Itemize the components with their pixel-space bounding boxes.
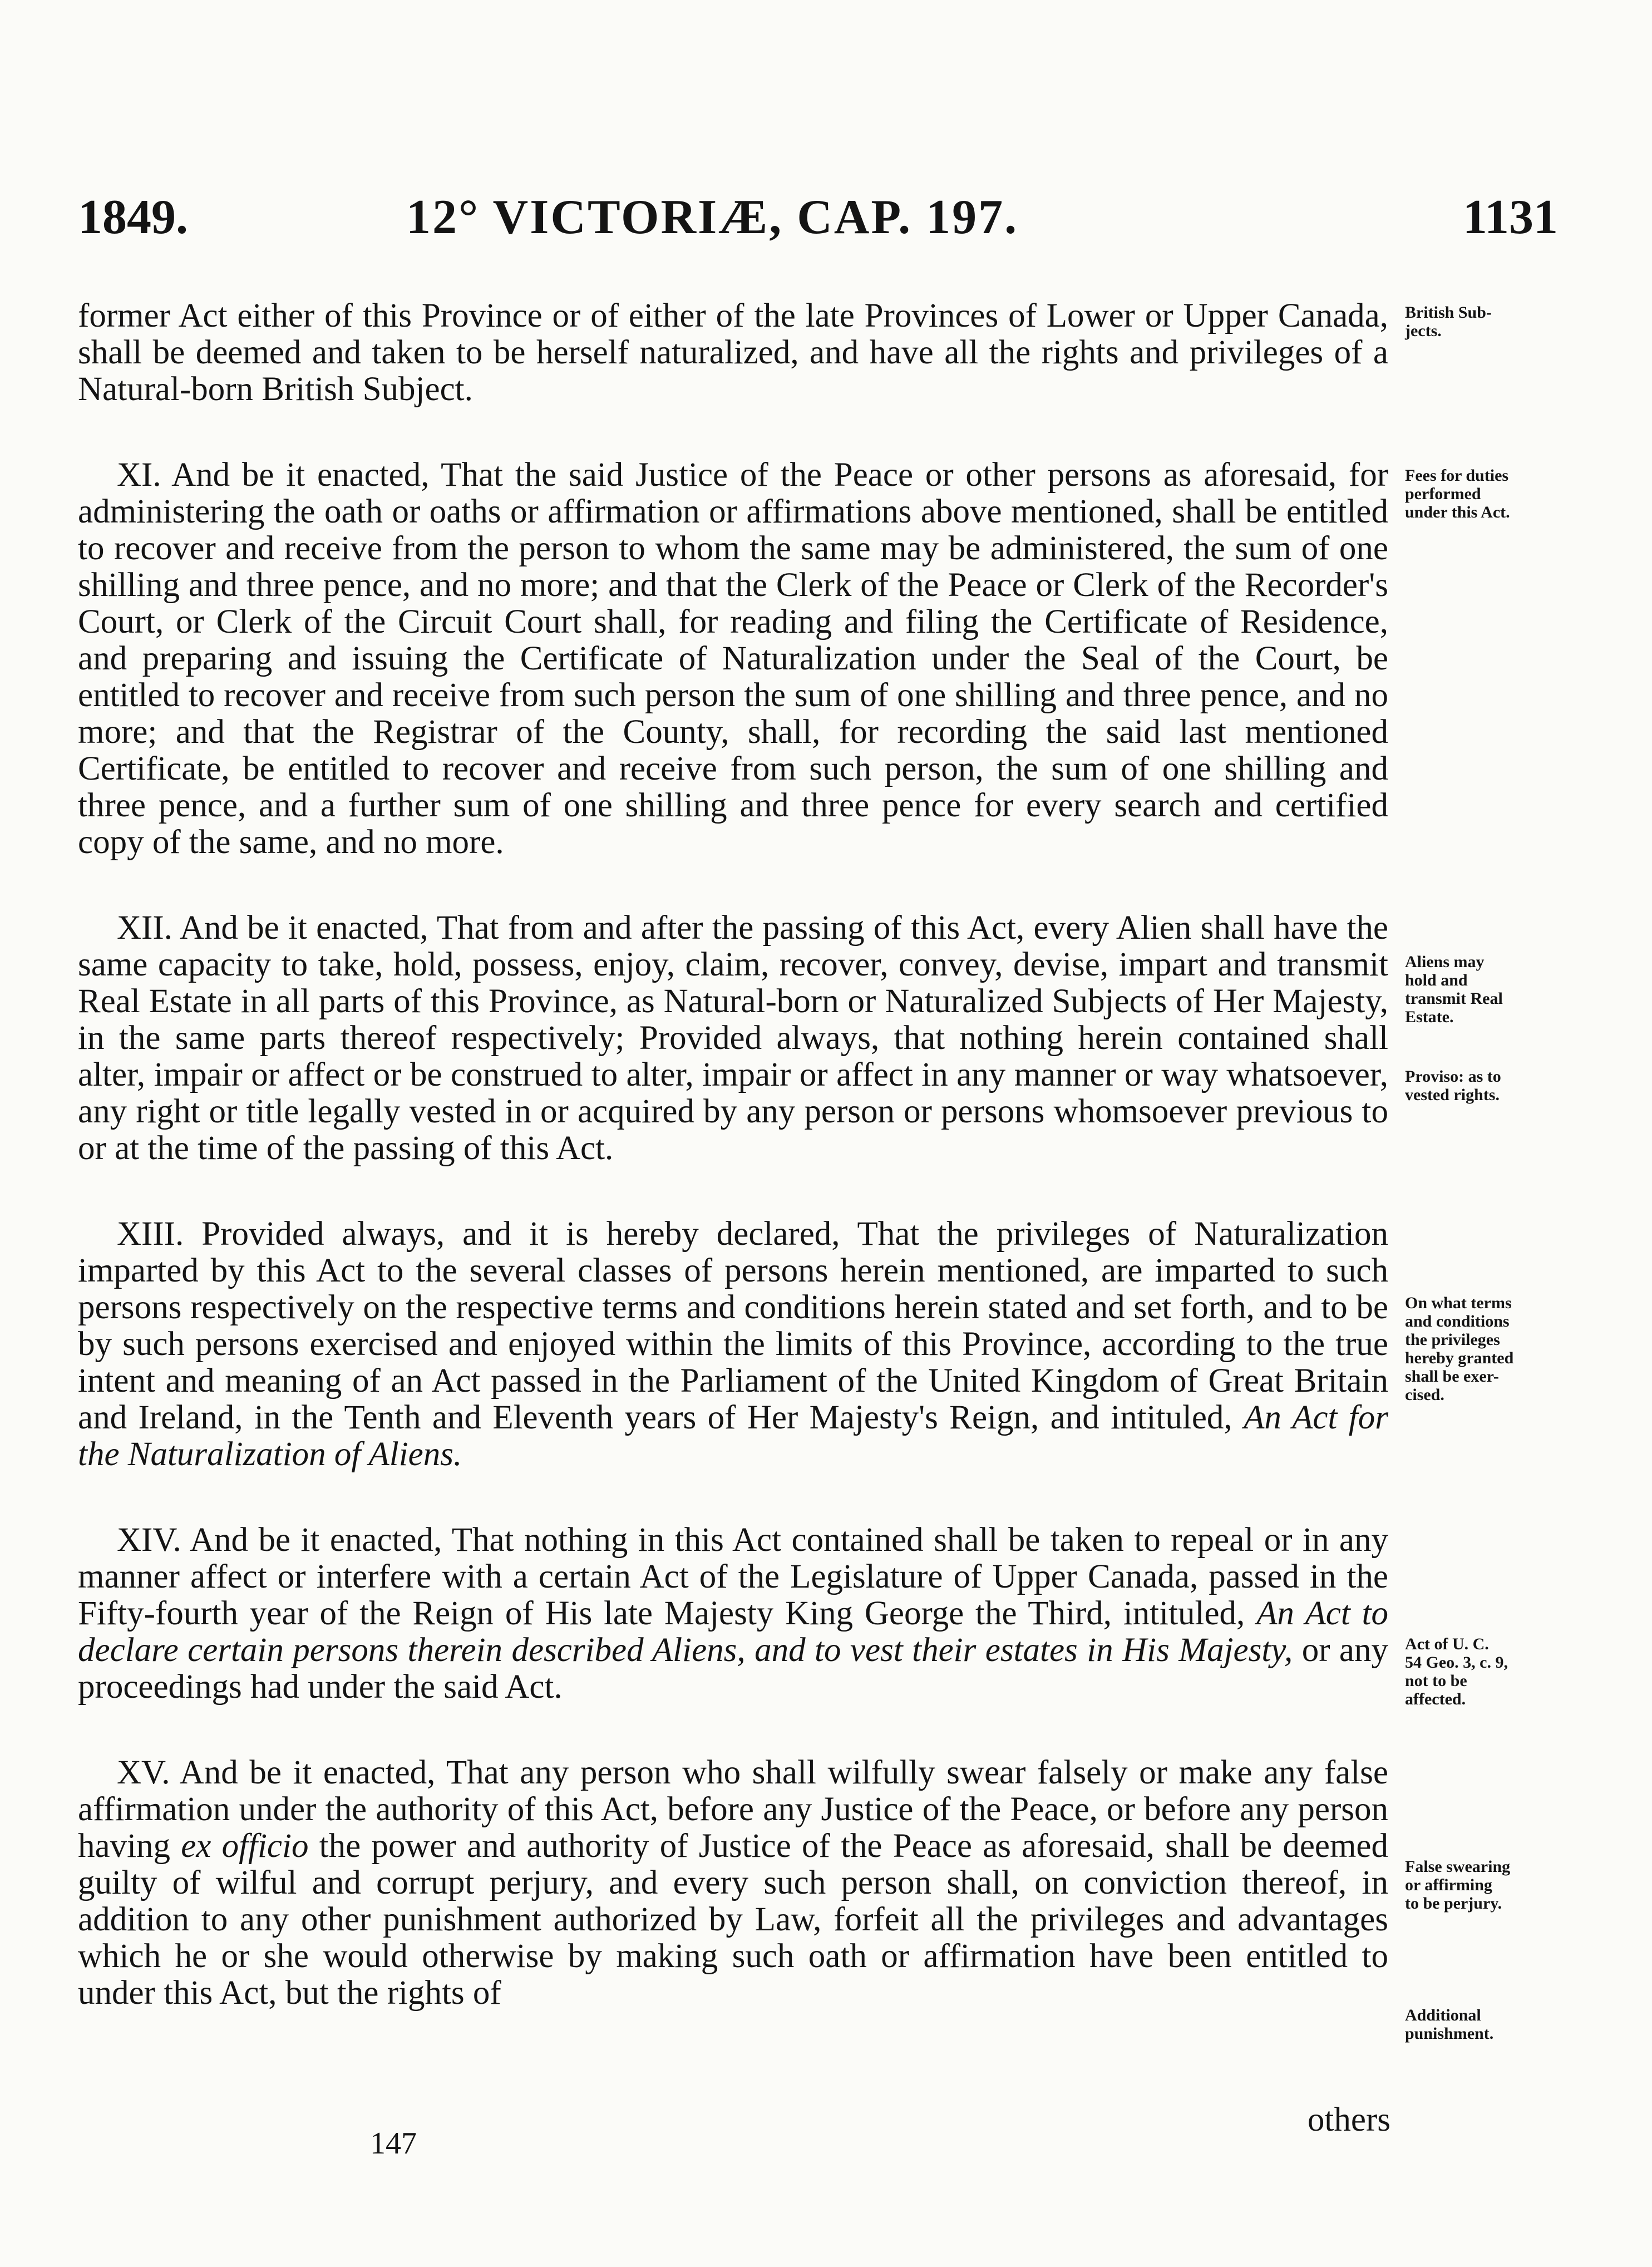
section-number: XIV. (117, 1521, 181, 1559)
margin-note-act-uc: Act of U. C. 54 Geo. 3, c. 9, not to be affected. (1405, 1635, 1508, 1708)
section-text: And be it enacted, That from and after the passing of this Act, every Alien shall have the same capacity to take, hold, possess, enjoy, claim, recover, convey, devise, impart and transmit Real Estate in all parts of this Province, as Natural-born or Naturalized Subjects of Her Majesty, in the same parts thereof respectively; Provided always, that nothing herein contained shall alter, impair or affect or be construed to alter, impair or affect in any manner or way whatsoever, any right or title legally vested in or acquired by any person or persons whomsoever previous to or at the time of the passing of this Act. (78, 909, 1388, 1167)
section-text: And be it enacted, That any person who shall wilfully swear falsely or make any false affirmation under the authority of this Act, before any Justice of the Peace, or before any person having (78, 1754, 1388, 1865)
margin-note-british-subjects: British Sub- jects. (1405, 303, 1492, 340)
section-xiii (78, 1216, 1388, 1473)
section-text: And be it enacted, That the said Justice of the Peace or other persons as aforesaid, for administering the oath or oaths or affirmation or affirmations above mentioned, shall be entitled to recover and receive from the person to whom the same may be administered, the sum of one shilling and three pence, and no more; and that the Clerk of the Peace or Clerk of the Recorder's Court, or Clerk of the Circuit Court shall, for reading and filing the Certificate of Residence, and preparing and issuing the Certificate of Naturalization under the Seal of the Court, be entitled to recover and receive from such person the sum of one shilling and three pence, and no more; and that the Registrar of the County, shall, for recording the said last mentioned Certificate, be entitled to recover and receive from such person, the sum of one shilling and three pence, and a further sum of one shilling and three pence for every search and certified copy of the same, and no more. (78, 456, 1389, 861)
section-xv (78, 1755, 1388, 2012)
section-number: XII. (117, 909, 172, 947)
margin-note-additional-punishment: Additional punishment. (1405, 2006, 1494, 2043)
catchword: others (1307, 2101, 1390, 2138)
margin-note-proviso: Proviso: as to vested rights. (1405, 1067, 1501, 1104)
act-title-italic: An Act for the Naturalization of Aliens. (78, 1399, 1388, 1473)
signature-mark: 147 (370, 2126, 417, 2161)
paragraph-continued: former Act either of this Province or of either of the late Provinces of Lower or Upper Canada, shall be deemed and taken to be herself naturalized, and have all the rights and privileges of a Natural-born British Subject. (78, 297, 1388, 408)
section-text-tail: or any proceedings had under the said Act. (78, 1632, 1389, 1706)
header-page-number: 1131 (1462, 190, 1558, 244)
margin-note-aliens: Aliens may hold and transmit Real Estate. (1405, 953, 1503, 1026)
section-text-cont: the power and authority of Justice of the Peace as aforesaid, shall be deemed guilty of wilful and corrupt perjury, and every such person shall, on conviction thereof, in addition to any other punishment authorized by Law, forfeit all the privileges and advantages which he or she would otherwise by making such oath or affirmation have been entitled to under this Act, but the rights of (78, 1827, 1388, 2012)
body-text (78, 298, 1388, 2061)
margin-note-fees: Fees for duties performed under this Act. (1405, 466, 1510, 521)
page-header (78, 189, 1558, 250)
header-title: 12° VICTORIÆ, CAP. 197. (406, 190, 1019, 244)
header-year: 1849. (78, 190, 188, 244)
section-number: XV. (117, 1754, 170, 1791)
section-number: XIII. (117, 1215, 184, 1253)
section-text: And be it enacted, That nothing in this Act contained shall be taken to repeal or in any manner affect or interfere with a certain Act of the Legislature of Upper Canada, passed in the Fifty-fourth year of the Reign of His late Majesty King George the Third, intituled, (78, 1521, 1388, 1632)
section-xi (78, 457, 1388, 861)
section-number: XI. (117, 456, 161, 494)
margin-note-false-swearing: False swearing or affirming to be perjury. (1405, 1857, 1511, 1913)
margin-note-terms: On what terms and conditions the privileges hereby granted shall be exer- cised. (1405, 1294, 1514, 1404)
section-text: Provided always, and it is hereby declared, That the privileges of Naturalization imparted by this Act to the several classes of persons herein mentioned, are imparted to such persons respectively on the respective terms and conditions herein stated and set forth, and to be by such persons exercised and enjoyed within the limits of this Province, according to the true intent and meaning of an Act passed in the Parliament of the United Kingdom of Great Britain and Ireland, in the Tenth and Eleventh years of Her Majesty's Reign, and intituled, (78, 1215, 1389, 1436)
act-title-italic: An Act to declare certain persons therein described Aliens, and to vest their estates in His Majesty, (78, 1595, 1389, 1669)
section-xii (78, 910, 1388, 1167)
latin-phrase-italic: ex officio (181, 1827, 309, 1865)
section-xiv (78, 1522, 1388, 1706)
